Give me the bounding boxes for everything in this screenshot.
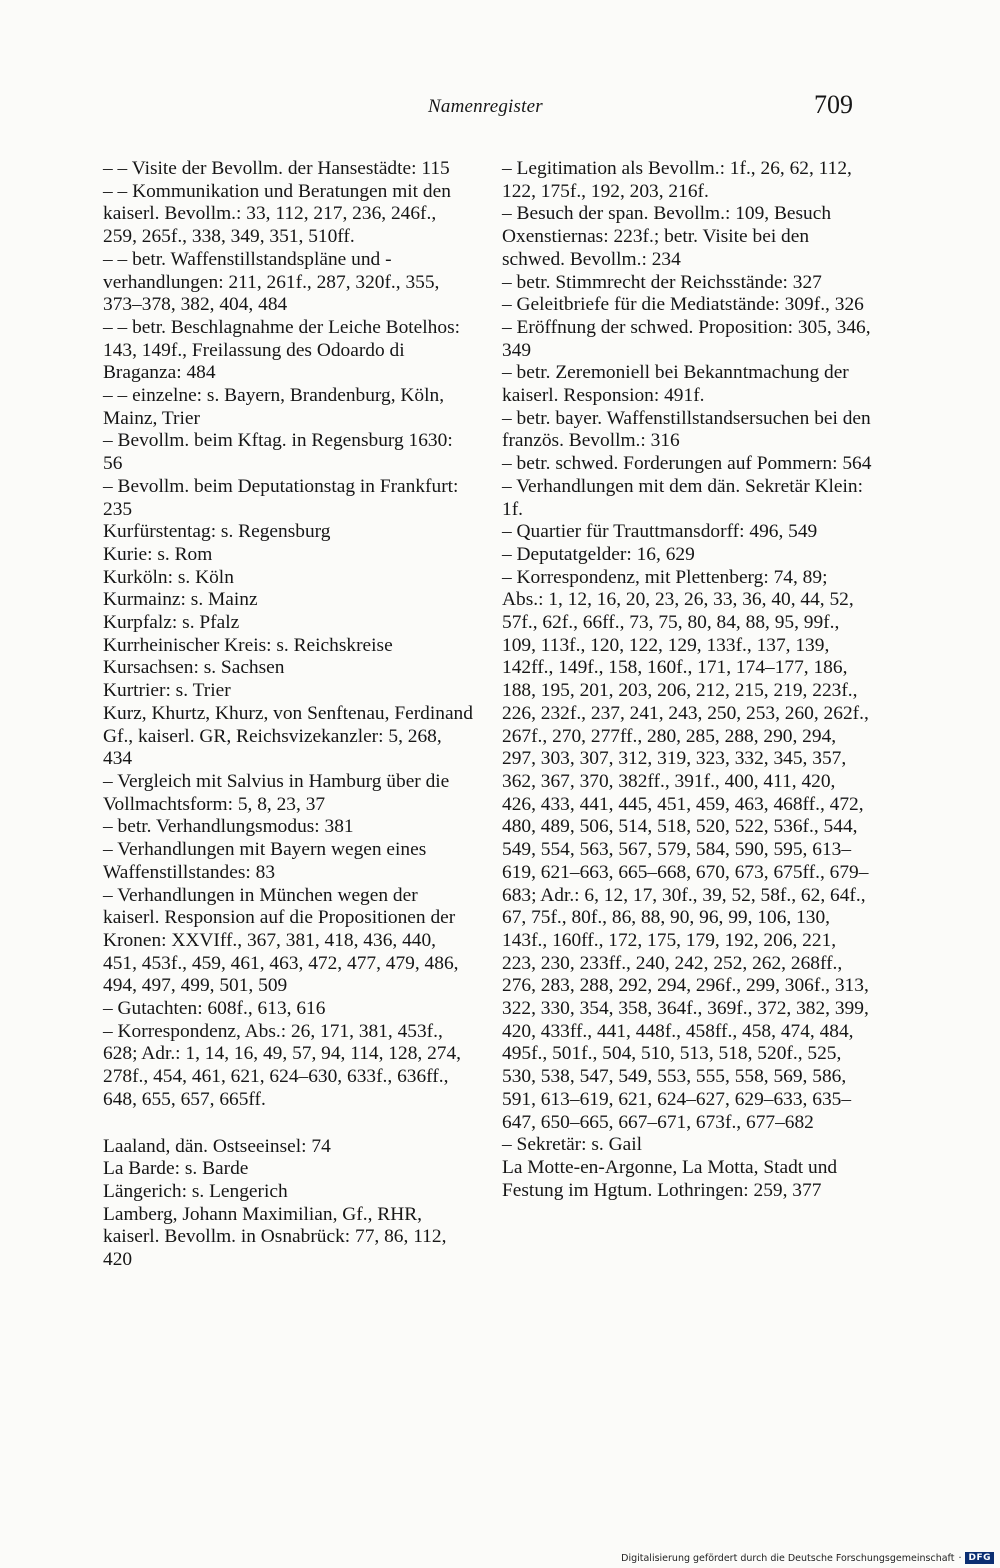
- index-entry: – Verhandlungen mit dem dän. Sekretär Klein: 1f.: [502, 475, 863, 520]
- index-entry: – Korrespondenz, mit Plettenberg: 74, 89; Abs.: 1, 12, 16, 20, 23, 26, 33, 36, 40, 44, 52, 57f., 62f., 66ff., 73, 75, 80, 84, 88, 95, 99f., 109, 113f., 120, 122, 129, 133f., 137, 139, 142ff., 149f., 158, 160f., 171, 174–177, 186, 188, 195, 201, 203, 206, 212, 215, 219, 223f., 226, 232f., 237, 241, 243, 250, 253, 260, 262f., 267f., 270, 277ff., 280, 285, 288, 290, 294, 297, 303, 307, 312, 319, 323, 332, 345, 357, 362, 367, 370, 382ff., 391f., 400, 411, 420, 426, 433, 441, 445, 451, 459, 463, 468ff., 472, 480, 489, 506, 514, 518, 520, 522, 536f., 544, 549, 554, 563, 567, 579, 584, 590, 595, 613–619, 621–663, 665–668, 670, 673, 675ff., 679–683; Adr.: 6, 12, 17, 30f., 39, 52, 58f., 62, 64f., 67, 75f., 80f., 86, 88, 90, 96, 99, 106, 130, 143f., 160ff., 172, 175, 179, 192, 206, 221, 223, 230, 233ff., 240, 242, 252, 262, 268ff., 276, 283, 288, 292, 294, 296f., 299, 306f., 313, 322, 330, 354, 358, 364f., 369f., 372, 382, 399, 420, 433ff., 441, 448f., 458ff., 458, 474, 484, 495f., 501f., 504, 510, 513, 518, 520f., 525, 530, 538, 547, 549, 553, 555, 558, 569, 586, 591, 613–619, 621, 624–627, 629–633, 635–647, 650–665, 667–671, 673f., 677–682: [502, 566, 869, 1133]
- running-title: Namenregister: [428, 96, 543, 117]
- index-entry: Kurköln: s. Köln: [103, 566, 234, 588]
- index-entry: – betr. bayer. Waffenstillstandsersuchen bei den französ. Bevollm.: 316: [502, 407, 871, 452]
- index-entry: – Eröffnung der schwed. Proposition: 305, 346, 349: [502, 316, 871, 361]
- right-column: [502, 158, 872, 1202]
- index-entry: – – Visite der Bevollm. der Hansestädte: 115: [103, 158, 450, 179]
- index-entry: – – betr. Waffenstillstandspläne und -verhandlungen: 211, 261f., 287, 320f., 355, 373–378, 382, 404, 484: [103, 248, 440, 316]
- index-entry: – – Kommunikation und Beratungen mit den kaiserl. Bevollm.: 33, 112, 217, 236, 246f., 259, 265f., 338, 349, 351, 510ff.: [103, 180, 451, 248]
- index-entry: Kurtrier: s. Trier: [103, 680, 231, 702]
- index-entry: – betr. schwed. Forderungen auf Pommern: 564: [502, 453, 872, 475]
- index-entry: – Bevollm. beim Kftag. in Regensburg 1630: 56: [103, 430, 453, 475]
- index-entry: – – einzelne: s. Bayern, Brandenburg, Köln, Mainz, Trier: [103, 385, 445, 429]
- credit-text: Digitalisierung gefördert durch die Deutsche Forschungsgemeinschaft: [621, 1552, 955, 1564]
- index-entry: La Barde: s. Barde: [103, 1158, 249, 1180]
- index-entry: – – betr. Beschlagnahme der Leiche Botelhos: 143, 149f., Freilassung des Odoardo di Braganza: 484: [103, 316, 461, 384]
- index-entry: Kurpfalz: s. Pfalz: [103, 612, 240, 634]
- index-entry: Kurz, Khurtz, Khurz, von Senftenau, Ferdinand Gf., kaiserl. GR, Reichsvizekanzler: 5, 268, 434: [103, 702, 473, 770]
- index-entry: – Bevollm. beim Deputationstag in Frankfurt: 235: [103, 475, 459, 520]
- index-entry: – Sekretär: s. Gail: [502, 1134, 643, 1156]
- index-entry: La Motte-en-Argonne, La Motta, Stadt und Festung im Hgtum. Lothringen: 259, 377: [502, 1156, 838, 1201]
- index-entry: Laaland, dän. Ostseeinsel: 74: [103, 1135, 331, 1157]
- index-entry: – Verhandlungen mit Bayern wegen eines Waffenstillstandes: 83: [103, 839, 427, 883]
- page-number: 709: [814, 90, 853, 119]
- index-entry: – betr. Verhandlungsmodus: 381: [103, 816, 354, 838]
- index-entry: Kurfürstentag: s. Regensburg: [103, 521, 331, 543]
- index-entry: Lamberg, Johann Maximilian, Gf., RHR, kaiserl. Bevollm. in Osnabrück: 77, 86, 112, 420: [103, 1203, 447, 1271]
- index-entry: Längerich: s. Lengerich: [103, 1180, 288, 1202]
- index-entry: – betr. Stimmrecht der Reichsstände: 327: [502, 271, 822, 293]
- index-entry: – Korrespondenz, Abs.: 26, 171, 381, 453f., 628; Adr.: 1, 14, 16, 49, 57, 94, 114, 128, 274, 278f., 454, 461, 621, 624–630, 633f., 636ff., 648, 655, 657, 665ff.: [103, 1020, 462, 1110]
- index-entry: Kurie: s. Rom: [103, 543, 213, 565]
- section-gap: [103, 1112, 473, 1136]
- index-entry: – Geleitbriefe für die Mediatstände: 309f., 326: [502, 294, 864, 316]
- index-entry: Kursachsen: s. Sachsen: [103, 657, 285, 679]
- index-entry: – Legitimation als Bevollm.: 1f., 26, 62, 112, 122, 175f., 192, 203, 216f.: [502, 158, 852, 202]
- dfg-logo: DFG: [965, 1552, 994, 1564]
- index-entry: – Quartier für Trauttmansdorff: 496, 549: [502, 521, 818, 543]
- left-column: [103, 158, 473, 1272]
- index-entry: – Vergleich mit Salvius in Hamburg über die Vollmachtsform: 5, 8, 23, 37: [103, 770, 450, 815]
- index-entry: – Gutachten: 608f., 613, 616: [103, 998, 326, 1020]
- index-entry: – Besuch der span. Bevollm.: 109, Besuch Oxenstiernas: 223f.; betr. Visite bei den schwed. Bevollm.: 234: [502, 203, 832, 270]
- index-entry: – Verhandlungen in München wegen der kaiserl. Responsion auf die Propositionen der Kronen: XXVIff., 367, 381, 418, 436, 440, 451, 453f., 459, 461, 463, 472, 477, 479, 486, 494, 497, 499, 501, 509: [103, 884, 459, 997]
- digitization-credit: [621, 1552, 994, 1564]
- index-entry: – Deputatgelder: 16, 629: [502, 543, 695, 565]
- index-entry: – betr. Zeremoniell bei Bekanntmachung der kaiserl. Responsion: 491f.: [502, 362, 849, 407]
- index-entry: Kurrheinischer Kreis: s. Reichskreise: [103, 634, 393, 656]
- index-entry: Kurmainz: s. Mainz: [103, 589, 258, 611]
- separator-dot: ·: [958, 1552, 962, 1564]
